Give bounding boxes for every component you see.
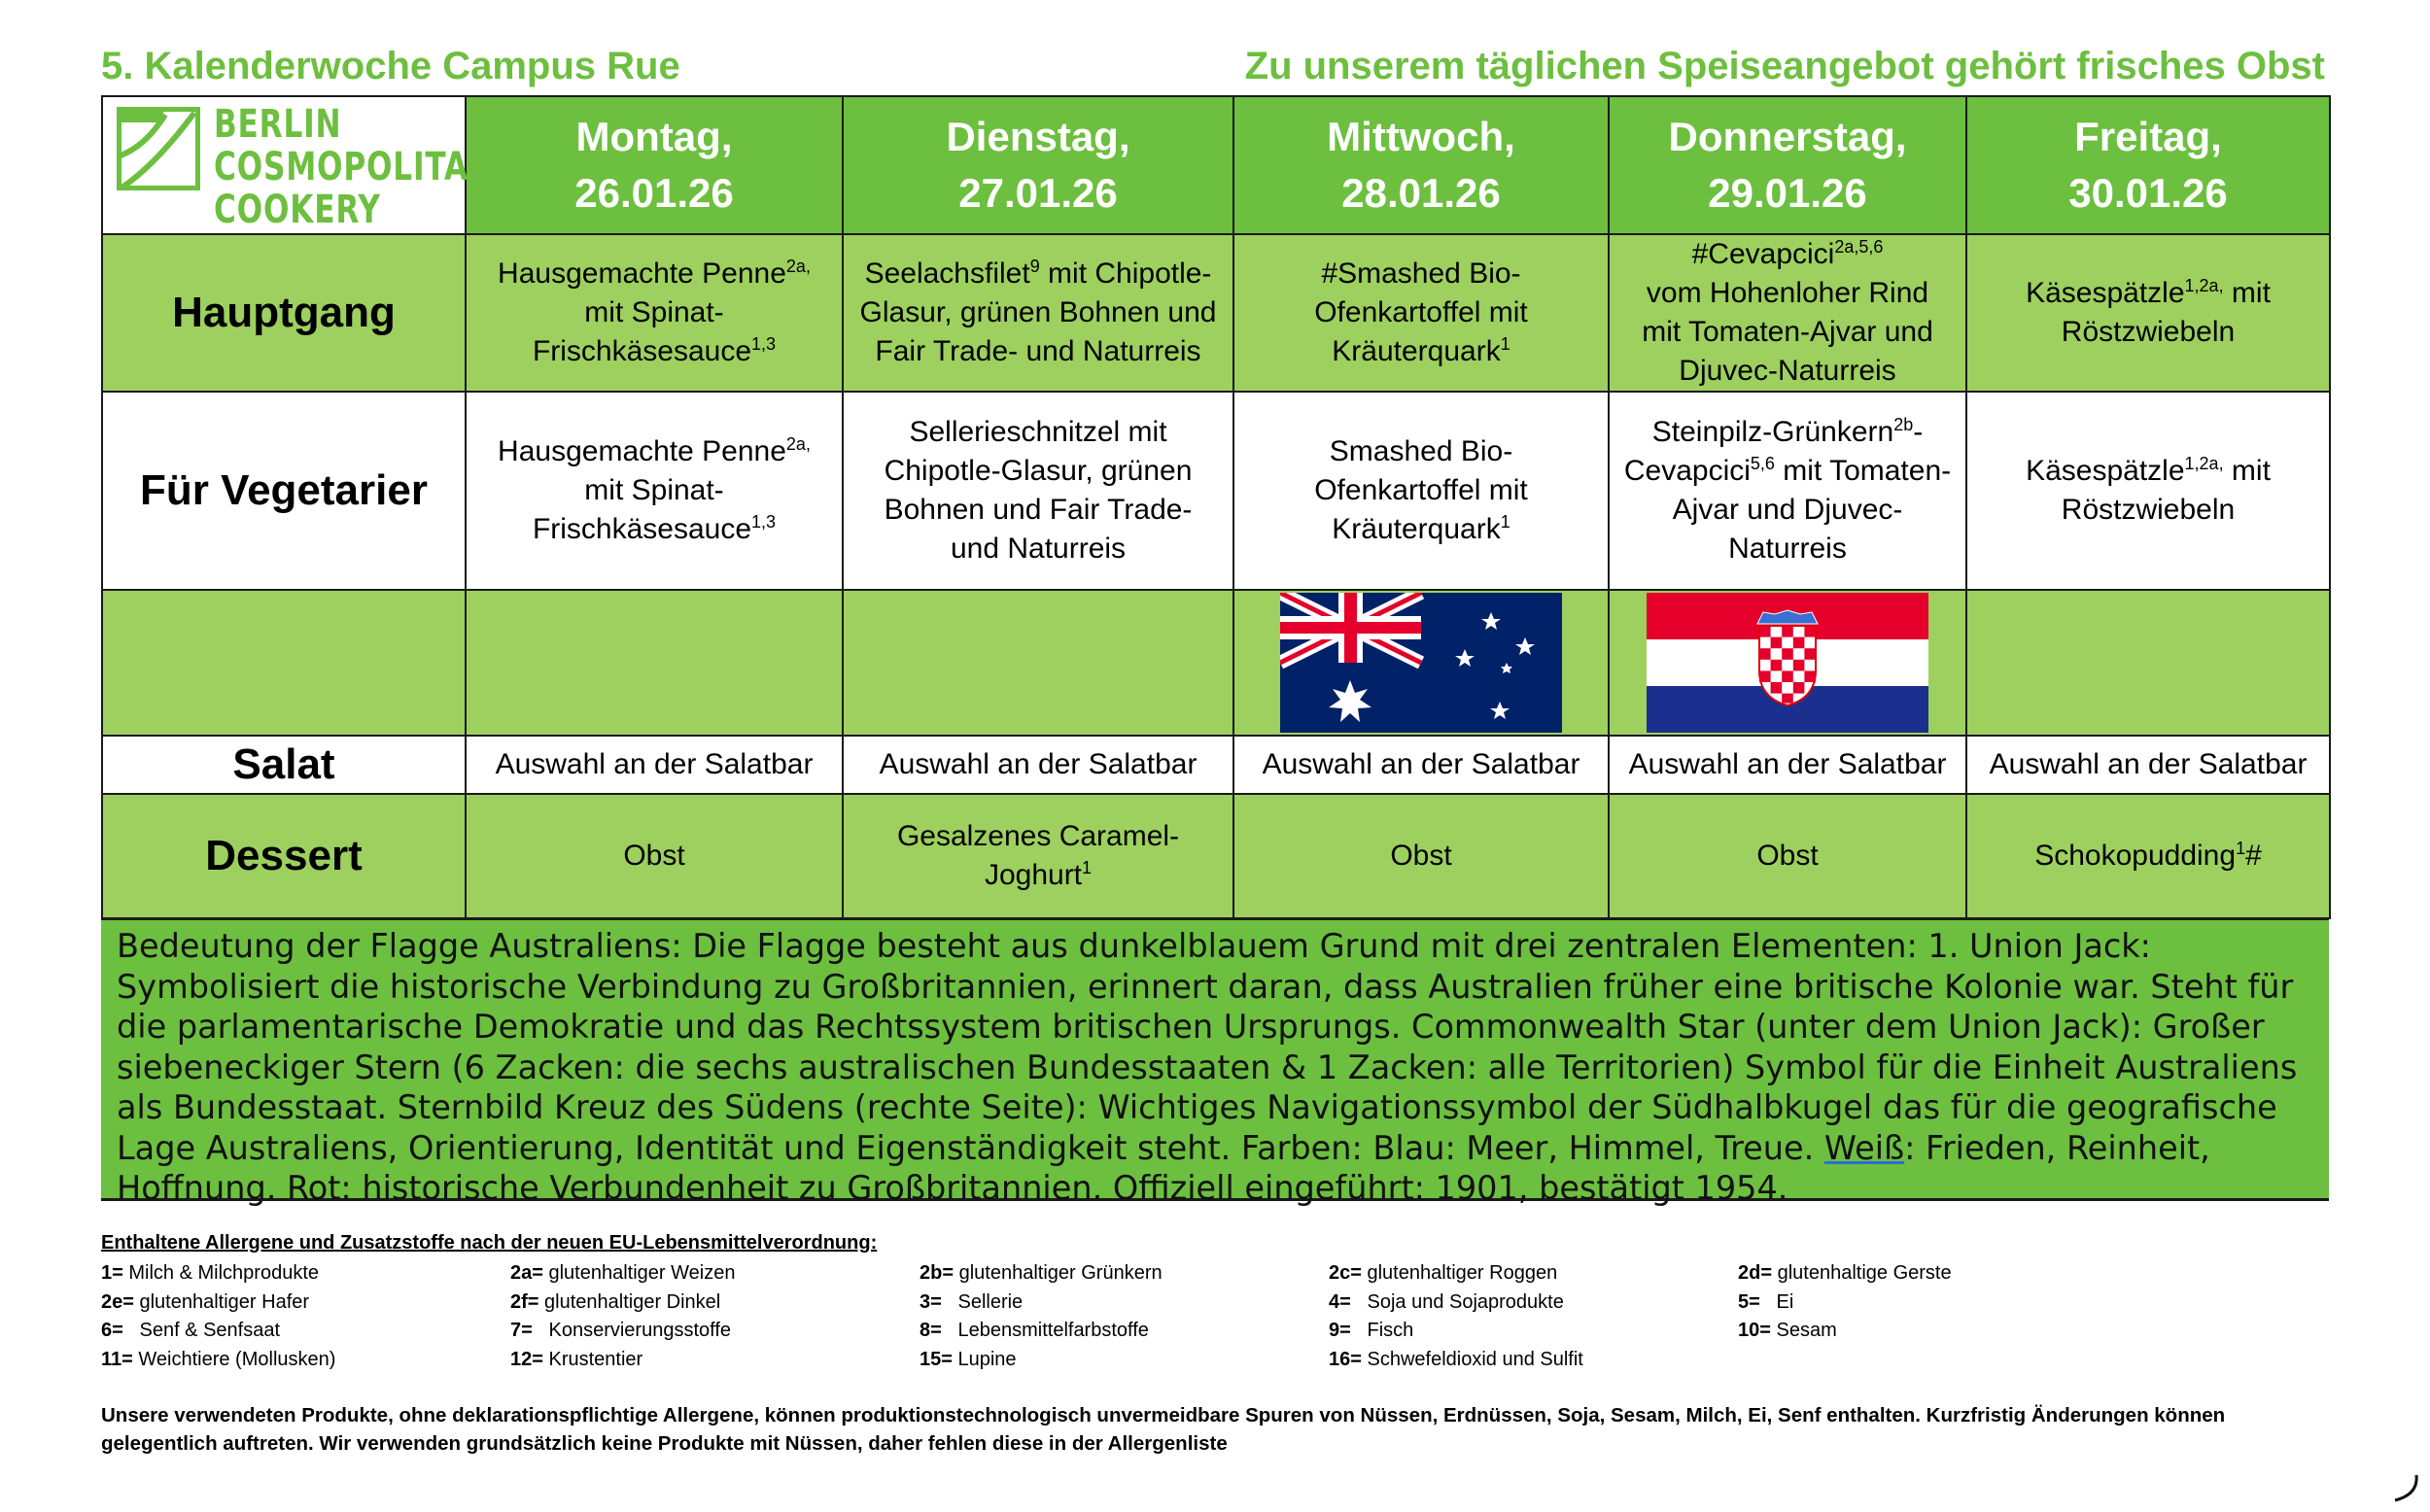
flag-cell-thursday — [1609, 590, 1966, 736]
row-label-dessert: Dessert — [102, 794, 466, 918]
menu-table — [101, 95, 2331, 919]
flag-cell-wednesday — [1233, 590, 1609, 736]
day-header-row — [102, 96, 2330, 234]
allergen-title: Enthaltene Allergene und Zusatzstoffe nach der neuen EU-Lebensmittelverordnung: — [101, 1232, 878, 1254]
veg-dish-friday: Käsespätzle$^{1,2a,}$ mit Röstzwiebeln — [1966, 392, 2330, 590]
veg-dish-wednesday: Smashed Bio- Ofenkartoffel mit Kräuterquark$^1$ — [1233, 392, 1609, 590]
allergen-item: 2d= glutenhaltige Gerste — [1738, 1262, 1952, 1284]
flag-row — [102, 590, 2330, 736]
flag-cell-monday — [466, 590, 843, 736]
dessert-friday: Schokopudding$^1$# — [1966, 794, 2330, 918]
main-dish-friday: Käsespätzle$^{1,2a,}$ mit Röstzwiebeln — [1966, 234, 2330, 392]
footer-disclaimer: Unsere verwendeten Produkte, ohne deklarationspflichtige Allergene, können produktionstechnologisch unvermeidbare Spuren von Nüssen, Erdnüssen, Soja, Sesam, Milch, Ei, Senf enthalten. Kurzfristig Änderungen können gelegentlich auftreten. Wir verwenden grundsätzlich keine Produkte mit Nüssen, daher fehlen diese in der Allergenliste — [101, 1404, 2226, 1455]
allergen-item: 7= Konservierungsstoffe — [510, 1320, 732, 1341]
logo-mark-icon — [117, 107, 200, 190]
allergen-item: 2a= glutenhaltiger Weizen — [510, 1262, 736, 1284]
allergen-item: 5= Ei — [1738, 1290, 1794, 1313]
veg-dish-thursday: Steinpilz-Grünkern$^{2b}$- Cevapcici$^{5,6}$ mit Tomaten- Ajvar und Djuvec- Naturreis — [1609, 392, 1966, 590]
logo-text: BERLIN COSMOPOLITAN COOKERY — [214, 102, 495, 232]
croatia-flag-icon — [1647, 593, 1928, 733]
dessert-monday: Obst — [466, 794, 843, 918]
dessert-wednesday: Obst — [1233, 794, 1609, 918]
vegetarian-row — [102, 392, 2330, 590]
dessert-thursday: Obst — [1609, 794, 1966, 918]
veg-dish-monday: Hausgemachte Penne$^{2a,}$ mit Spinat- Frischkäsesauce$^{1,3}$ — [466, 392, 843, 590]
main-dish-wednesday: #Smashed Bio- Ofenkartoffel mit Kräuterquark$^1$ — [1233, 234, 1609, 392]
flag-info-box — [101, 917, 2329, 1207]
salad-thursday: Auswahl an der Salatbar — [1609, 736, 1966, 794]
allergen-item: 2b= glutenhaltiger Grünkern — [920, 1262, 1163, 1284]
allergen-item: 2e= glutenhaltiger Hafer — [101, 1290, 310, 1313]
page-curl-icon — [2391, 1473, 2420, 1502]
australia-flag-icon — [1280, 593, 1562, 733]
dessert-row — [102, 794, 2330, 918]
logo-cell — [102, 96, 495, 234]
dessert-tuesday: Gesalzenes Caramel- Joghurt$^1$ — [843, 794, 1233, 918]
veg-dish-tuesday: Sellerieschnitzel mit Chipotle-Glasur, grünen Bohnen und Fair Trade- und Naturreis — [843, 392, 1233, 590]
allergen-item: 8= Lebensmittelfarbstoffe — [920, 1320, 1149, 1341]
week-title: 5. Kalenderwoche Campus Rue — [101, 45, 680, 87]
allergen-item: 3= Sellerie — [920, 1290, 1024, 1313]
day-header-tuesday: Dienstag, 27.01.26 — [843, 96, 1233, 234]
day-header-friday: Freitag, 30.01.26 — [1966, 96, 2330, 234]
day-header-thursday: Donnerstag, 29.01.26 — [1609, 96, 1966, 234]
allergen-item: 10= Sesam — [1738, 1320, 1837, 1341]
row-label-salad: Salat — [102, 736, 466, 794]
allergen-item: 11= Weichtiere (Mollusken) — [101, 1348, 336, 1370]
main-dish-thursday: #Cevapcici$^{2a,5,6}$ vom Hohenloher Rind mit Tomaten-Ajvar und Djuvec-Naturreis — [1609, 234, 1966, 392]
flag-info-underlined-word: Weiß — [1823, 1128, 1905, 1167]
allergen-item: 6= Senf & Senfsaat — [101, 1320, 281, 1341]
allergen-item: 4= Soja und Sojaprodukte — [1329, 1290, 1564, 1313]
day-header-wednesday: Mittwoch, 28.01.26 — [1233, 96, 1609, 234]
row-label-main: Hauptgang — [102, 234, 466, 392]
row-label-vegetarian: Für Vegetarier — [102, 392, 466, 590]
allergen-item: 2c= glutenhaltiger Roggen — [1329, 1262, 1558, 1284]
salad-wednesday: Auswahl an der Salatbar — [1233, 736, 1609, 794]
allergen-item: 9= Fisch — [1329, 1320, 1414, 1341]
salad-friday: Auswahl an der Salatbar — [1966, 736, 2330, 794]
berlin-cosmopolitan-cookery-logo — [103, 99, 495, 232]
allergen-item: 12= Krustentier — [510, 1348, 643, 1370]
flag-info-text-end: : Frieden, Reinheit, Hoffnung. Rot: historische Verbundenheit zu Großbritannien. Offiziell eingeführt: 1901, bestätigt 1954. — [117, 1128, 2210, 1207]
main-course-row — [102, 234, 2330, 392]
main-dish-tuesday: Seelachsfilet$^9$ mit Chipotle- Glasur, grünen Bohnen und Fair Trade- und Naturreis — [843, 234, 1233, 392]
day-header-monday: Montag, 26.01.26 — [466, 96, 843, 234]
salad-monday: Auswahl an der Salatbar — [466, 736, 843, 794]
allergen-item: 1= Milch & Milchprodukte — [101, 1262, 319, 1284]
allergen-item: 15= Lupine — [920, 1348, 1017, 1370]
fruit-notice: Zu unserem täglichen Speiseangebot gehört frisches Obst — [1244, 45, 2325, 87]
flag-cell-tuesday — [843, 590, 1233, 736]
salad-row — [102, 736, 2330, 794]
flag-cell-label — [102, 590, 466, 736]
allergen-item: 2f= glutenhaltiger Dinkel — [510, 1290, 721, 1313]
salad-tuesday: Auswahl an der Salatbar — [843, 736, 1233, 794]
allergen-item: 16= Schwefeldioxid und Sulfit — [1329, 1348, 1583, 1370]
flag-info-text: Bedeutung der Flagge Australiens: Die Flagge besteht aus dunkelblauem Grund mit drei zentralen Elementen: 1. Union Jack: Symbolisiert die historische Verbindung zu Großbritannien, erinnert daran, dass Australien früher eine britische Kolonie war. Steht für die parlamentarische Demokratie und das Rechtssystem britischen Ursprungs. Commonwealth Star (unter dem Union Jack): Großer siebeneckiger Stern (6 Zacken: die sechs australischen Bundesstaaten & 1 Zacken: alle Territorien) Symbol für die Einheit Australiens als Bundesstaat. Sternbild Kreuz des Südens (rechte Seite): Wichtiges Navigationssymbol der Südhalbkugel das für die geografische Lage Australiens, Orientierung, Identität und Eigenständigkeit steht. Farben: Blau: Meer, Himmel, Treue. — [117, 927, 2298, 1167]
flag-cell-friday — [1966, 590, 2330, 736]
main-dish-monday: Hausgemachte Penne$^{2a,}$ mit Spinat- Frischkäsesauce$^{1,3}$ — [466, 234, 843, 392]
